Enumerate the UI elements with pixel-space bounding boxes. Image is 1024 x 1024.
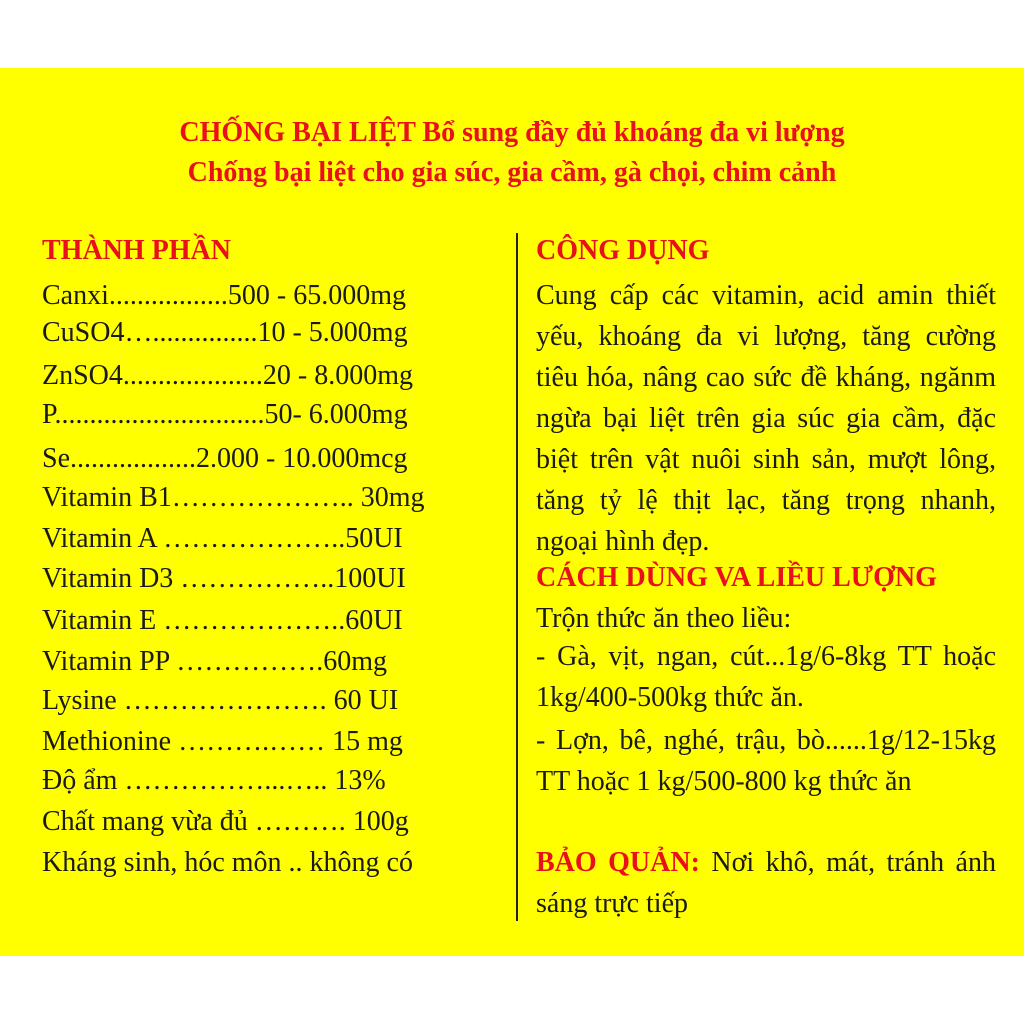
ingredient-item: Độ ẩm ……………...….. 13% bbox=[42, 765, 386, 796]
ingredient-item: Vitamin B1……………….. 30mg bbox=[42, 482, 425, 513]
storage-label: BẢO QUẢN: bbox=[536, 847, 700, 878]
title-line-2: Chống bại liệt cho gia súc, gia cầm, gà chọi, chim cảnh bbox=[187, 157, 837, 188]
ingredient-item: Chất mang vừa đủ ………. 100g bbox=[42, 806, 409, 837]
title-product-name: CHỐNG BẠI LIỆT bbox=[179, 117, 416, 148]
column-divider bbox=[516, 233, 518, 921]
title-subtitle: Bổ sung đầy đủ khoáng đa vi lượng bbox=[415, 117, 845, 148]
dosage-intro: Trộn thức ăn theo liều: bbox=[536, 603, 792, 634]
storage-text: Nơi khô, mát, tránh ánh sáng trực tiếp bbox=[536, 847, 996, 919]
ingredient-item: Vitamin D3 ……………..100UI bbox=[42, 563, 406, 594]
storage-block bbox=[536, 842, 996, 924]
ingredient-item: CuSO4…...............10 - 5.000mg bbox=[42, 317, 408, 348]
ingredient-item: Vitamin PP …………….60mg bbox=[42, 646, 387, 677]
ingredient-item: Methionine ……….…… 15 mg bbox=[42, 726, 403, 757]
dosage-poultry: - Gà, vịt, ngan, cút...1g/6-8kg TT hoặc 1kg/400-500kg thức ăn. bbox=[536, 641, 996, 713]
ingredient-item: Lysine …………………. 60 UI bbox=[42, 685, 399, 716]
dosage-heading: CÁCH DÙNG VA LIỀU LƯỢNG bbox=[536, 562, 937, 593]
usage-heading: CÔNG DỤNG bbox=[536, 235, 710, 266]
ingredient-item: Kháng sinh, hóc môn .. không có bbox=[42, 847, 413, 878]
ingredient-item: Canxi.................500 - 65.000mg bbox=[42, 280, 406, 311]
ingredients-heading: THÀNH PHẦN bbox=[42, 235, 231, 266]
dosage-livestock: - Lợn, bê, nghé, trậu, bò......1g/12-15kg TT hoặc 1 kg/500-800 kg thức ăn bbox=[536, 725, 996, 797]
ingredient-item: Se..................2.000 - 10.000mcg bbox=[42, 443, 408, 474]
title-line-1 bbox=[0, 116, 1024, 150]
usage-text: Cung cấp các vitamin, acid amin thiết yếu, khoáng đa vi lượng, tăng cường tiêu hóa, nâng cao sức đề kháng, ngănm ngừa bại liệt trên gia súc gia cầm, đặc biệt trên vật nuôi sinh sản, mượt lông, tăng tỷ lệ thịt lạc, tăng trọng nhanh, ngoại hình đẹp. bbox=[536, 280, 996, 557]
ingredient-item: P..............................50- 6.000mg bbox=[42, 399, 408, 430]
ingredient-item: Vitamin A ………………..50UI bbox=[42, 523, 403, 554]
ingredient-item: ZnSO4....................20 - 8.000mg bbox=[42, 360, 413, 391]
ingredient-item: Vitamin E ………………..60UI bbox=[42, 605, 403, 636]
